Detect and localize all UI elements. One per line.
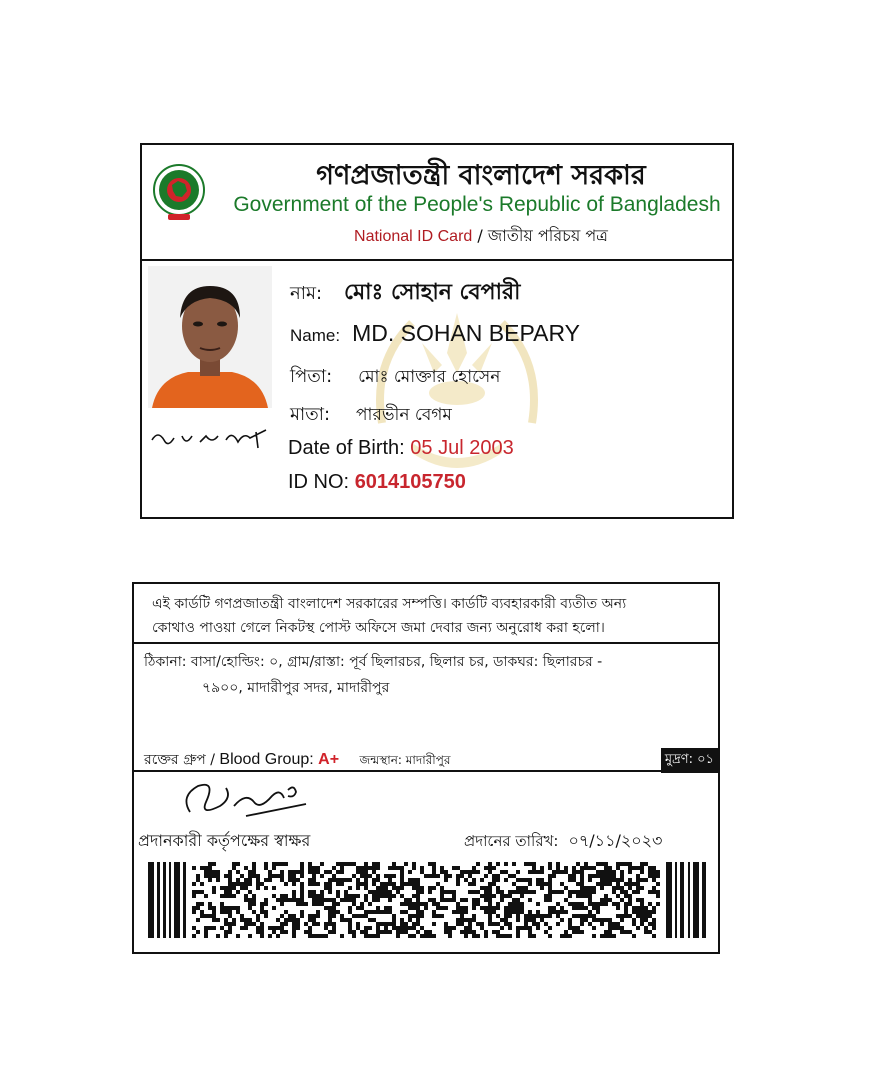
father-label: পিতা: — [290, 366, 333, 387]
holder-photo — [148, 266, 272, 408]
ownership-notice — [134, 584, 718, 644]
pdf417-barcode — [148, 862, 708, 938]
issue-date-value: ০৭/১১/২০২৩ — [568, 831, 663, 850]
government-seal-icon — [152, 161, 206, 223]
card-type-bn: জাতীয় পরিচয় পত্র — [487, 226, 608, 245]
dob-value: 05 Jul 2003 — [410, 437, 514, 459]
card-type-en: National ID Card — [354, 228, 473, 245]
name-en-value: MD. SOHAN BEPARY — [352, 320, 581, 346]
government-title-en: Government of the People's Republic of Bangladesh — [233, 193, 721, 216]
name-en-row — [290, 320, 580, 347]
dob-row — [288, 437, 514, 460]
notice-line-2: কোথাও পাওয়া গেলে নিকটস্থ পোস্ট অফিসে জমা দেবার জন্য অনুরোধ করা হলো। — [152, 620, 605, 636]
id-number-label: ID NO: — [288, 471, 350, 493]
blood-group-row — [144, 748, 450, 772]
father-row — [290, 362, 500, 393]
address-block — [144, 650, 708, 700]
issue-date-label: প্রদানের তারিখ: — [464, 832, 559, 850]
dob-label: Date of Birth: — [288, 437, 405, 459]
back-divider — [134, 770, 718, 772]
mother-label: মাতা: — [290, 404, 331, 425]
birthplace: জন্মস্থান: মাদারীপুর — [359, 753, 451, 767]
mother-value: পারভীন বেগম — [356, 405, 452, 425]
name-bn-row — [290, 275, 520, 312]
nid-card-back — [132, 582, 720, 954]
address-line-1: ঠিকানা: বাসা/হোল্ডিং: ০, গ্রাম/রাস্তা: পূর্ব ছিলারচর, ছিলার চর, ডাকঘর: ছিলারচর - — [144, 654, 603, 670]
blood-group-value: A+ — [318, 751, 340, 768]
notice-line-1: এই কার্ডটি গণপ্রজাতন্ত্রী বাংলাদেশ সরকারের সম্পত্তি। কার্ডটি ব্যবহারকারী ব্যতীত অন্য — [152, 596, 627, 612]
blood-group-label-en: Blood Group: — [219, 751, 314, 768]
nid-card-front — [140, 143, 734, 519]
name-bn-label: নাম: — [290, 283, 323, 304]
name-en-label: Name: — [290, 326, 341, 345]
print-count-badge: মুদ্রণ: ০১ — [661, 748, 718, 773]
blood-group-label-bn: রক্তের গ্রুপ / — [144, 752, 215, 768]
mother-row — [290, 400, 452, 431]
id-number-value: 6014105750 — [354, 471, 466, 493]
card-subtitle — [230, 223, 732, 250]
father-value: মোঃ মোক্তার হোসেন — [358, 367, 501, 387]
issue-date-row — [464, 828, 662, 855]
name-bn-value: মোঃ সোহান বেপারী — [344, 280, 521, 305]
holder-signature — [146, 422, 274, 458]
authority-signature-label: প্রদানকারী কর্তৃপক্ষের স্বাক্ষর — [138, 831, 311, 850]
address-line-2: ৭৯০০, মাদারীপুর সদর, মাদারীপুর — [202, 680, 390, 696]
government-title-bn: গণপ্রজাতন্ত্রী বাংলাদেশ সরকার — [316, 160, 646, 191]
card-header — [142, 145, 732, 261]
card-type-separator: / — [477, 226, 483, 245]
id-number-row — [288, 471, 466, 494]
authority-signature — [176, 776, 326, 826]
